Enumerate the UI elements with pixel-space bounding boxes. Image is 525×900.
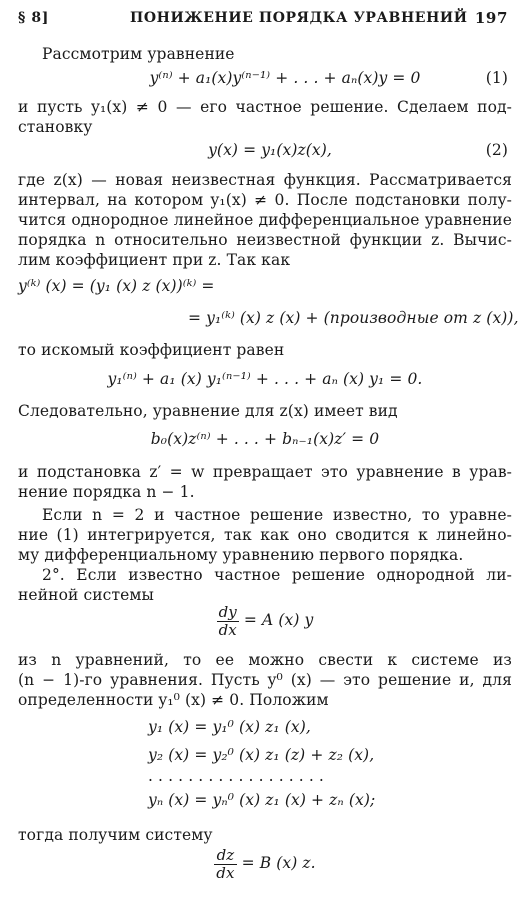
text-line: и подстановка z′ = w превращает это уравнение в урав- <box>18 463 512 481</box>
equation-1 <box>18 68 512 88</box>
equation-3-line-2: = y₁⁽ᵏ⁾ (x) z (x) + (производные от z (x)), <box>188 309 519 327</box>
equation-2-number: (2) <box>485 141 508 159</box>
text-line: лим коэффициент при z. Так как <box>18 251 291 269</box>
equation-7-line-2: y₂ (x) = y₂⁰ (x) z₁ (z) + z₂ (x), <box>148 746 375 764</box>
equation-7-line-1: y₁ (x) = y₁⁰ (x) z₁ (x), <box>148 718 311 736</box>
text-line: Рассмотрим уравнение <box>42 45 235 63</box>
equation-8-fraction <box>214 847 236 882</box>
text-line: Если n = 2 и частное решение известно, то уравне- <box>42 506 512 524</box>
text-line: порядка n относительно неизвестной функции z. Вычис- <box>18 231 512 249</box>
text-line: ние (1) интегрируется, так как оно сводится к линейно- <box>18 526 512 544</box>
text-line: и пусть y₁(x) ≠ 0 — его частное решение. Сделаем под- <box>18 98 512 116</box>
text-line: нение порядка n − 1. <box>18 483 195 501</box>
text-line: 2°. Если известно частное решение однородной ли- <box>42 566 512 584</box>
equation-8-rhs: = B (x) z. <box>241 854 316 872</box>
equation-8-numerator: dz <box>214 847 236 865</box>
text-line: (n − 1)-го уравнения. Пусть y⁰ (x) — это решение и, для <box>18 671 512 689</box>
equation-6-denominator: dx <box>218 620 237 639</box>
text-line: тогда получим систему <box>18 826 213 844</box>
equation-4: y₁⁽ⁿ⁾ + a₁ (x) y₁⁽ⁿ⁻¹⁾ + . . . + aₙ (x) y₁ = 0. <box>107 370 423 388</box>
equation-1-number: (1) <box>485 69 508 87</box>
text-line: где z(x) — новая неизвестная функция. Рассматривается <box>18 171 512 189</box>
text-line: му дифференциальному уравнению первого порядка. <box>18 546 464 564</box>
section-marker: § 8] <box>18 10 49 26</box>
page-number: 197 <box>474 9 508 27</box>
text-line: чится однородное линейное дифференциальное уравнение <box>18 211 512 229</box>
equation-6-rhs: = A (x) y <box>243 611 314 629</box>
equation-6-numerator: dy <box>218 602 237 621</box>
text-line: из n уравнений, то ее можно свести к системе из <box>18 651 512 669</box>
equation-1-body: y⁽ⁿ⁾ + a₁(x)y⁽ⁿ⁻¹⁾ + . . . + aₙ(x)y = 0 <box>149 69 421 87</box>
running-title: ПОНИЖЕНИЕ ПОРЯДКА УРАВНЕНИЙ <box>130 10 468 26</box>
equation-8-denominator: dx <box>216 863 235 882</box>
equation-2 <box>18 140 512 160</box>
text-line: Следовательно, уравнение для z(x) имеет вид <box>18 402 398 420</box>
equation-6-fraction <box>217 604 239 639</box>
text-line: становку <box>18 118 93 136</box>
text-line: то искомый коэффициент равен <box>18 341 285 359</box>
equation-8 <box>18 843 512 883</box>
text-line: определенности y₁⁰ (x) ≠ 0. Положим <box>18 691 329 709</box>
equation-7-line-3: yₙ (x) = yₙ⁰ (x) z₁ (x) + zₙ (x); <box>148 791 376 809</box>
equation-2-body: y(x) = y₁(x)z(x), <box>208 141 332 159</box>
equation-3-line-1: y⁽ᵏ⁾ (x) = (y₁ (x) z (x))⁽ᵏ⁾ = <box>18 277 215 295</box>
equation-7-dots: . . . . . . . . . . . . . . . . . . <box>148 767 324 785</box>
equation-5: b₀(x)z⁽ⁿ⁾ + . . . + bₙ₋₁(x)z′ = 0 <box>150 430 380 448</box>
equation-6 <box>18 600 512 640</box>
text-line: нейной системы <box>18 586 154 604</box>
text-line: интервал, на котором y₁(x) ≠ 0. После подстановки полу- <box>18 191 512 209</box>
